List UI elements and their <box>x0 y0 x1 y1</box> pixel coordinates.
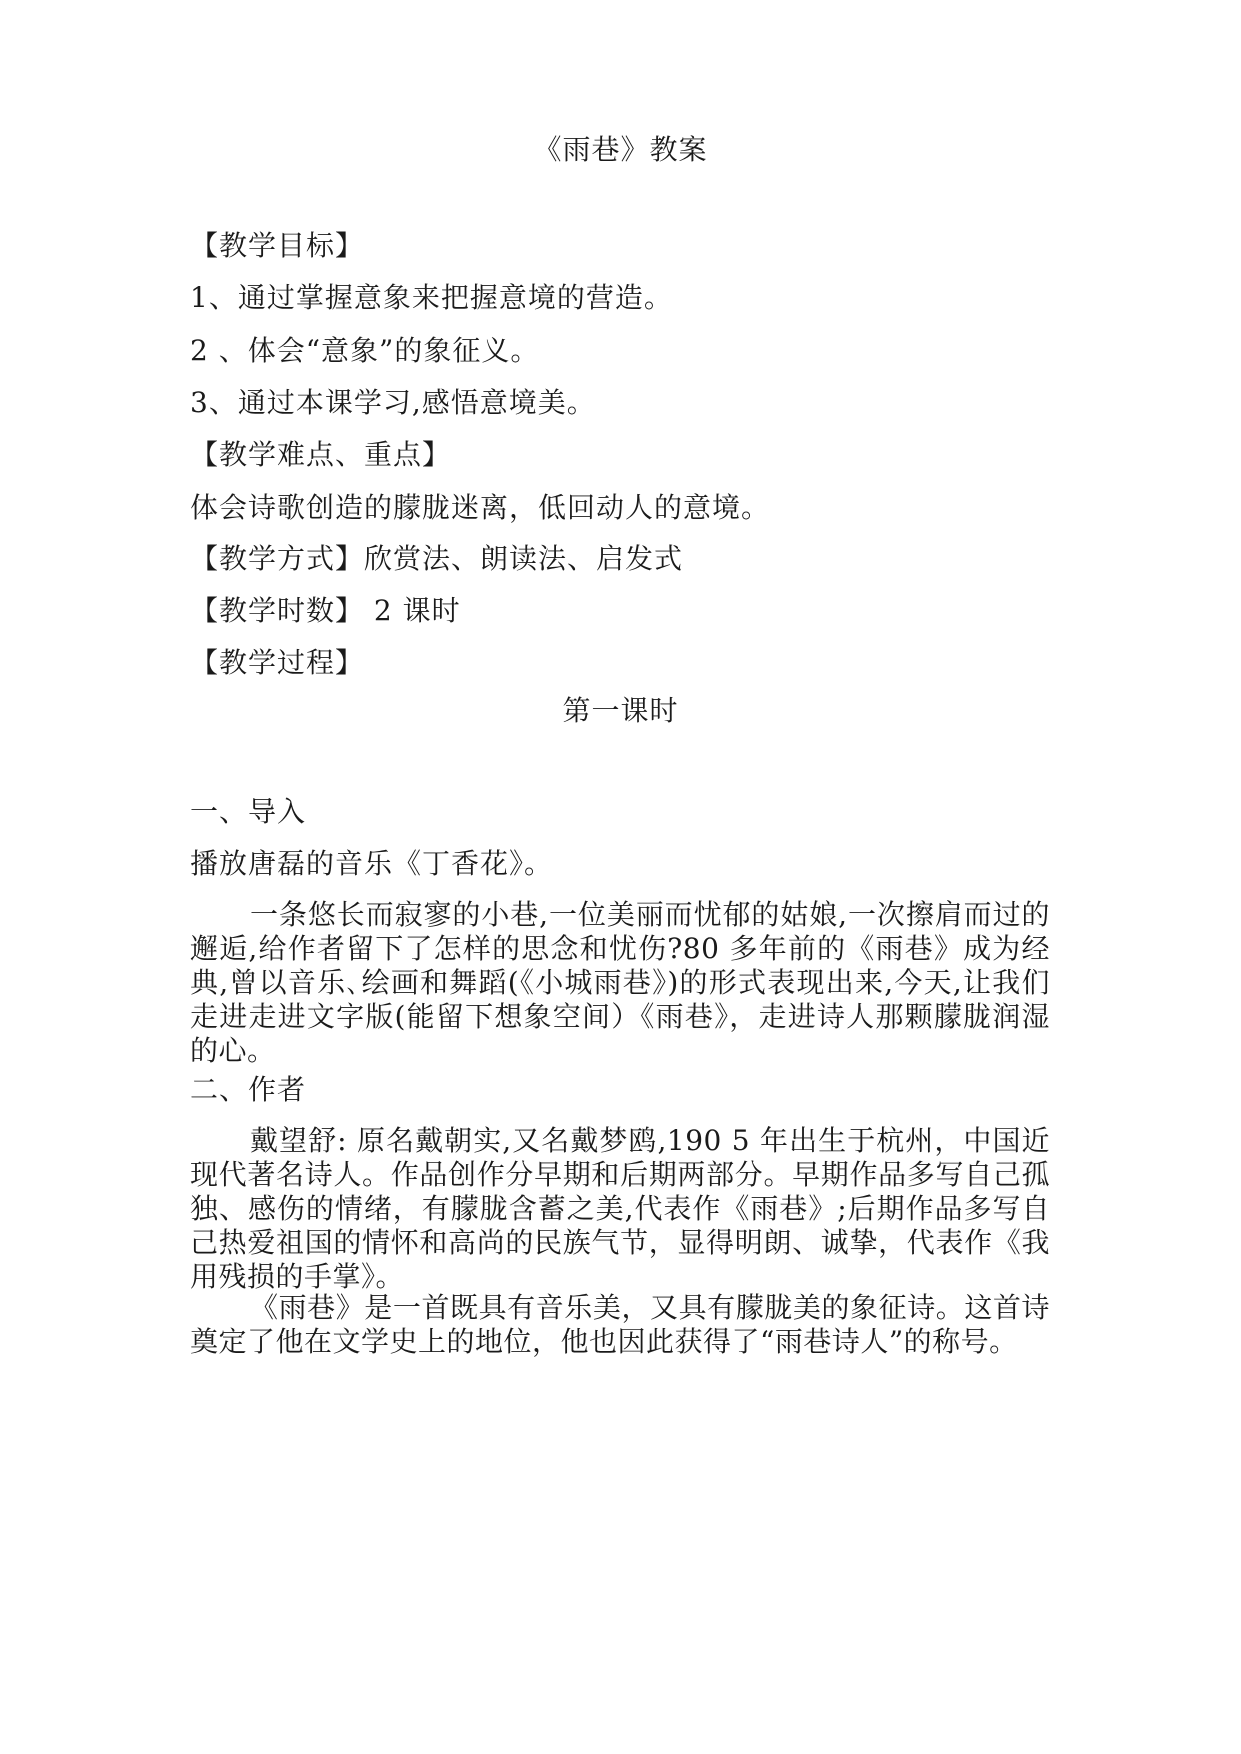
teaching-method: 【教学方式】欣赏法、朗读法、启发式 <box>190 542 684 575</box>
author-paragraph: 戴望舒: 原名戴朝实,又名戴梦鸥,190 5 年出生于杭州，中国近现代著名诗人。作品创作分早期和后期两部分。早期作品多写自己孤独、感伤的情绪，有朦胧含蓄之美,代表作《雨巷》;后期作品多写自己热爱祖国的情怀和高尚的民族气节，显得明朗、诚挚，代表作《我用残损的手掌》。 <box>190 1124 1050 1293</box>
objectives-heading: 【教学目标】 <box>190 229 365 262</box>
intro-paragraph: 一条悠长而寂寥的小巷,一位美丽而忧郁的姑娘,一次擦肩而过的邂逅,给作者留下了怎样的思念和忧伤?80 多年前的《雨巷》成为经典,曾以音乐､绘画和舞蹈(《小城雨巷》)的形式表现出来,今天,让我们走进走进文字版(能留下想象空间）《雨巷》，走进诗人那颗朦胧润湿的心。 <box>190 898 1050 1067</box>
process-heading: 【教学过程】 <box>190 646 365 679</box>
objective-item-1: 1、通过掌握意象来把握意境的营造。 <box>190 281 673 314</box>
objective-item-3: 3、通过本课学习,感悟意境美。 <box>190 386 596 419</box>
difficulty-text: 体会诗歌创造的朦胧迷离，低回动人的意境。 <box>190 491 771 524</box>
objective-item-2: 2 、体会“意象”的象征义。 <box>190 334 540 367</box>
lesson-title: 第一课时 <box>562 694 679 727</box>
difficulty-heading: 【教学难点、重点】 <box>190 438 452 471</box>
poem-paragraph: 《雨巷》是一首既具有音乐美，又具有朦胧美的象征诗。这首诗奠定了他在文学史上的地位，他也因此获得了“雨巷诗人”的称号。 <box>190 1291 1050 1358</box>
page-title: 《雨巷》教案 <box>533 133 708 166</box>
intro-line: 播放唐磊的音乐《丁香花》。 <box>190 847 554 880</box>
author-heading: 二、作者 <box>190 1073 307 1106</box>
teaching-hours: 【教学时数】 2 课时 <box>190 594 461 627</box>
intro-heading: 一、导入 <box>190 795 307 828</box>
